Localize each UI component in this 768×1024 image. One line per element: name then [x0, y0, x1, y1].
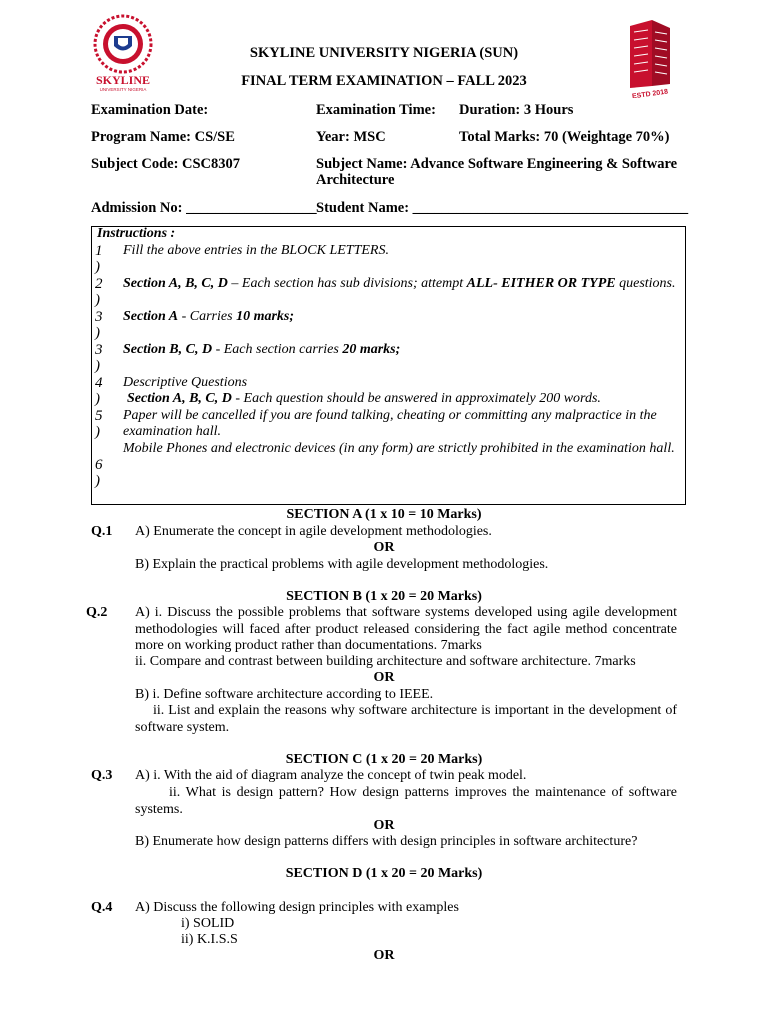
instruction-item: Paper will be cancelled if you are found talking, cheating or committing any malpractice in the [123, 408, 657, 423]
total-marks: Total Marks: 70 (Weightage 70%) [459, 129, 670, 145]
instructions-box [91, 226, 686, 505]
instruction-item: Section B, C, D - Each section carries 20 marks; [123, 342, 401, 357]
exam-time: Examination Time: [316, 102, 436, 118]
instruction-number: ) [95, 473, 100, 489]
question-text: A) i. Discuss the possible problems that software systems developed using agile development methodologies will faced after product released considering the fact agile method concentrate more on working product rather than documentations. 7marks [135, 605, 677, 653]
section-a-heading: SECTION A (1 x 10 = 10 Marks) [286, 507, 482, 522]
year: Year: MSC [316, 129, 386, 145]
university-title: SKYLINE UNIVERSITY NIGERIA (SUN) [249, 45, 519, 61]
instruction-item: Section A, B, C, D – Each section has sub divisions; attempt ALL- EITHER OR TYPE questions. [123, 276, 676, 291]
instruction-item: Fill the above entries in the BLOCK LETTERS. [123, 243, 389, 258]
question-text: ii. What is design pattern? How design patterns improves the maintenance of software systems. [135, 785, 677, 817]
instruction-number: 4 [95, 375, 103, 391]
instruction-number: 3 [95, 309, 103, 325]
question-text: ii. Compare and contrast between building architecture and software architecture. 7marks [135, 654, 636, 669]
question-number: Q.3 [91, 768, 113, 783]
estd-label: ESTD 2018 [631, 88, 669, 98]
instruction-number: 2 [95, 276, 103, 292]
question-text: B) Enumerate how design patterns differs with design principles in software architecture? [135, 834, 638, 849]
question-subitem: ii) K.I.S.S [181, 932, 238, 947]
subject-code: Subject Code: CSC8307 [91, 156, 241, 172]
instruction-item: Mobile Phones and electronic devices (in any form) are strictly prohibited in the examination hall. [123, 441, 675, 456]
exam-date: Examination Date: [91, 102, 209, 118]
instructions-heading: Instructions : [97, 226, 176, 241]
admission-no: Admission No: __________________ [91, 200, 317, 216]
question-number: Q.4 [91, 900, 113, 915]
question-subitem: i) SOLID [181, 916, 235, 931]
question-text: A) Discuss the following design principles with examples [135, 900, 459, 915]
instruction-item: examination hall. [123, 424, 221, 439]
instruction-number: ) [95, 259, 100, 275]
instruction-number: ) [95, 358, 100, 374]
or-separator: OR [373, 670, 395, 685]
program-name: Program Name: CS/SE [91, 129, 235, 145]
or-separator: OR [373, 540, 395, 555]
question-text: B) Explain the practical problems with agile development methodologies. [135, 557, 549, 572]
instruction-number: ) [95, 325, 100, 341]
subject-name-line2: Architecture [316, 172, 395, 188]
exam-title: FINAL TERM EXAMINATION – FALL 2023 [241, 73, 527, 89]
question-text: A) Enumerate the concept in agile development methodologies. [135, 524, 492, 539]
duration: Duration: 3 Hours [459, 102, 574, 118]
instruction-item: Section A - Carries 10 marks; [123, 309, 295, 324]
section-b-heading: SECTION B (1 x 20 = 20 Marks) [286, 589, 482, 604]
section-d-heading: SECTION D (1 x 20 = 20 Marks) [285, 866, 483, 881]
instruction-item: Section A, B, C, D - Each question should be answered in approximately 200 words. [127, 391, 601, 406]
instruction-number: ) [95, 292, 100, 308]
instruction-number: ) [95, 424, 100, 440]
question-number: Q.2 [86, 605, 108, 620]
or-separator: OR [373, 948, 395, 963]
question-text: A) i. With the aid of diagram analyze the concept of twin peak model. [135, 768, 527, 783]
student-name: Student Name: ______________________________________ [316, 200, 689, 216]
logo-wordmark: SKYLINE [95, 73, 151, 87]
subject-name-line1: Subject Name: Advance Software Engineering & Software [316, 156, 678, 172]
instruction-number: 1 [95, 243, 103, 259]
section-c-heading: SECTION C (1 x 20 = 20 Marks) [285, 752, 483, 767]
instruction-item: Descriptive Questions [123, 375, 248, 390]
question-number: Q.1 [91, 524, 113, 539]
question-text: B) i. Define software architecture according to IEEE. [135, 687, 434, 702]
instruction-number: 6 [95, 457, 103, 473]
instruction-number: ) [95, 391, 100, 407]
instruction-number: 3 [95, 342, 103, 358]
instruction-number: 5 [95, 408, 103, 424]
or-separator: OR [373, 818, 395, 833]
logo-subtext: UNIVERSITY NIGERIA [99, 87, 147, 92]
question-text: ii. List and explain the reasons why software architecture is important in the development of software system. [135, 703, 677, 735]
